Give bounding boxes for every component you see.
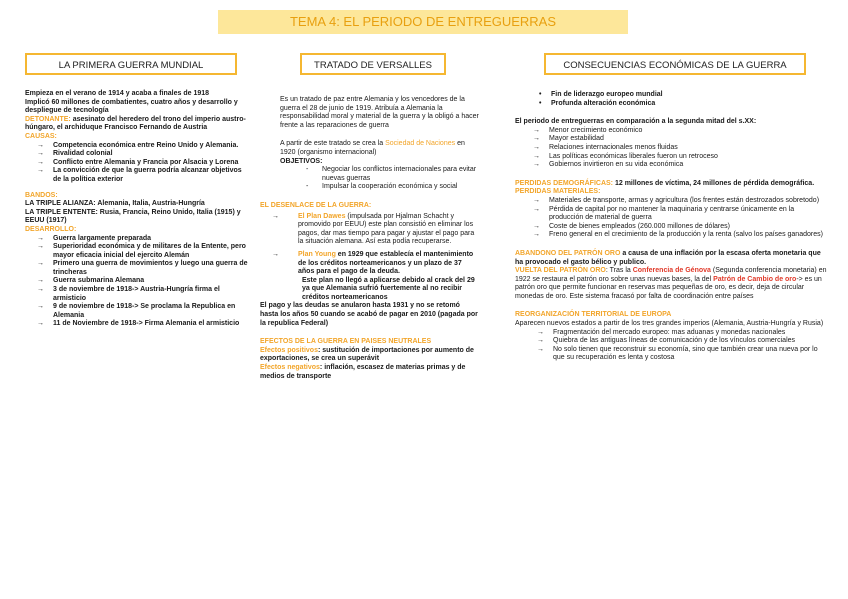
- list-item: → Guerra submarina Alemana: [25, 277, 250, 286]
- periodo-list: [515, 127, 830, 170]
- efectos-negativos: Efectos negativos: inflación, escasez de materias primas y de medios de transporte: [260, 364, 466, 380]
- closing-paragraph: El pago y las deudas se anularon hasta 1931 y no se retomó hasta los años 50 cuando se acabó de pagar en 2010 (pagada por la republica Federal): [260, 302, 478, 327]
- desenlace-list: [260, 213, 480, 303]
- detonante-label: DETONANTE:: [25, 115, 71, 123]
- list-item: → Guerra largamente preparada: [25, 235, 250, 244]
- list-item: - Impulsar la cooperación económica y social: [260, 183, 480, 192]
- reorganizacion-list: [515, 329, 830, 363]
- column-consecuencias: [515, 91, 830, 363]
- list-item: → Primero una guerra de movimientos y luego una guerra de trincheras: [25, 260, 250, 277]
- list-item: → Fragmentación del mercado europeo: mas aduanas y monedas nacionales: [525, 329, 830, 338]
- page-title: TEMA 4: EL PERIODO DE ENTREGUERRAS: [218, 10, 628, 34]
- fin-liderazgo-list: [515, 91, 830, 108]
- bandos-entente: LA TRIPLE ENTENTE: Rusia, Francia, Reino Unido, Italia (1915) y EEUU (1917): [25, 208, 241, 225]
- list-item: → Superioridad económica y de militares de la Entente, pero mayor eficacia inicial del ejercito Alemán: [25, 243, 250, 260]
- plan-dawes-label: El Plan Dawes: [298, 212, 346, 220]
- objetivos-label: OBJETIVOS:: [280, 157, 323, 165]
- conferencia-genova: Conferencia de Génova: [632, 267, 711, 275]
- bandos-label: BANDOS:: [25, 191, 58, 199]
- column-tratado-versalles: [260, 96, 480, 381]
- list-item: → Freno general en el crecimiento de la producción y la renta (salvo los países ganadores): [521, 231, 830, 240]
- causas-label: CAUSAS:: [25, 132, 57, 140]
- reorganizacion-intro: Aparecen nuevos estados a partir de los tres grandes imperios (Alemania, Austria-Hungría y Rusia): [515, 320, 824, 328]
- list-item: → Plan Young en 1929 que establecía el mantenimiento de los créditos norteamericanos y un plazo de 37 años para el pago de la deuda. Este plan no llegó a aplicarse debido al crack del 29 ya que Alemania sufrió fuertemente al no recibir créditos norteamericanos: [260, 251, 480, 303]
- list-item: → Materiales de transporte, armas y agricultura (los frentes están destrozados sobretodo): [521, 197, 830, 206]
- header-tratado-versalles: TRATADO DE VERSALLES: [300, 53, 446, 75]
- perdidas-materiales-list: [515, 197, 830, 240]
- list-item: → Competencia económica entre Reino Unido y Alemania.: [25, 142, 250, 151]
- abandono-patron-oro: ABANDONO DEL PATRÓN ORO a causa de una inflación por la escasa oferta monetaria que ha provocado el gasto bélico y publico.: [515, 249, 821, 266]
- vuelta-patron-oro: VUELTA DEL PATRÓN ORO: Tras la Conferencia de Génova (Segunda conferencia monetaria) en 1922 se restaura el patrón oro sobre unas nuevas bases, la del Patrón de Cambio de oro-> es un patrón oro que permite funcionar en reservas mas pequeñas de oro, es decir, deja de circular monedas de oro. Este sistema fracasó por falta de coordinación entre países: [515, 267, 827, 300]
- header-consecuencias: CONSECUENCIAS ECONÓMICAS DE LA GUERRA: [544, 53, 806, 75]
- list-item: → Quiebra de las antiguas líneas de comunicación y de los vínculos comerciales: [525, 337, 830, 346]
- causas-list: [25, 142, 250, 185]
- efectos-label: EFECTOS DE LA GUERRA EN PAISES NEUTRALES: [260, 338, 432, 346]
- patron-cambio-oro: Patrón de Cambio de oro: [713, 275, 797, 283]
- list-item: • Profunda alteración económica: [515, 100, 830, 109]
- desarrollo-label: DESARROLLO:: [25, 225, 77, 233]
- list-item: → Menor crecimiento económico: [521, 127, 830, 136]
- list-item: → 9 de noviembre de 1918-> Se proclama la Republica en Alemania: [25, 303, 250, 320]
- intro-dates: Empieza en el verano de 1914 y acaba a finales de 1918: [25, 90, 210, 97]
- list-item: → Pérdida de capital por no mantener la maquinaria y centrarse únicamente en la producción de material de guerra: [521, 206, 830, 223]
- header-primera-guerra: LA PRIMERA GUERRA MUNDIAL: [25, 53, 237, 75]
- desarrollo-list: [25, 235, 250, 330]
- list-item: → 3 de noviembre de 1918-> Austria-Hungría firma el armisticio: [25, 286, 250, 303]
- sdn-paragraph: A partir de este tratado se crea la Sociedad de Naciones en 1920 (organismo internacional): [280, 140, 465, 156]
- list-item: → Mayor estabilidad: [521, 135, 830, 144]
- list-item: • Fin de liderazgo europeo mundial: [515, 91, 830, 100]
- detonante-paragraph: DETONANTE: asesinato del heredero del trono del imperio austro-húngaro, el archiduque Francisco Fernando de Austria: [25, 115, 246, 132]
- sdn-link: Sociedad de Naciones: [385, 140, 456, 148]
- list-item: → La convicción de que la guerra podría alcanzar objetivos de la política exterior: [25, 167, 250, 184]
- list-item: → Relaciones internacionales menos fluidas: [521, 144, 830, 153]
- plan-young-label: Plan Young: [298, 250, 336, 258]
- reorganizacion-label: REORGANIZACIÓN TERRITORIAL DE EUROPA: [515, 311, 672, 319]
- list-item: → No solo tienen que reconstruir su economía, sino que también crear una nueva por lo que su recuperación es lenta y costosa: [525, 346, 830, 363]
- list-item: - Negociar los conflictos internacionales para evitar nuevas guerras: [260, 166, 480, 183]
- list-item: → Las políticas económicas liberales fueron un retroceso: [521, 153, 830, 162]
- efectos-positivos: Efectos positivos: sustitución de importaciones por aumento de exportaciones, se crea un superávit: [260, 346, 474, 363]
- intro-scale: Implicó 60 millones de combatientes, cuatro años y desarrollo y despliegue de tecnología: [25, 98, 238, 115]
- column-primera-guerra: [25, 90, 250, 329]
- list-item: → Conflicto entre Alemania y Francia por Alsacia y Lorena: [25, 159, 250, 168]
- objetivos-list: [260, 166, 480, 192]
- periodo-intro: El periodo de entreguerras en comparación a la segunda mitad del s.XX:: [515, 118, 757, 126]
- perdidas-demograficas: PERDIDAS DEMOGRÁFICAS: 12 millones de víctima, 24 millones de pérdida demográfica.: [515, 179, 815, 187]
- list-item: → Coste de bienes empleados (260.000 millones de dólares): [521, 223, 830, 232]
- young-extra: Este plan no llegó a aplicarse debido al crack del 29 ya que Alemania sufrió fuertemente al no recibir créditos norteamericanos: [302, 276, 475, 301]
- tratado-intro: Es un tratado de paz entre Alemania y los vencedores de la guerra el 28 de junio de 1919. Atribuía a Alemania la responsabilidad moral y material de la guerra y la obligó a hacer frente a las reparaciones de guerra: [280, 96, 479, 129]
- bandos-alianza: LA TRIPLE ALIANZA: Alemania, Italia, Austria-Hungría: [25, 200, 205, 208]
- desenlace-label: EL DESENLACE DE LA GUERRA:: [260, 201, 372, 209]
- perdidas-materiales-label: PERDIDAS MATERIALES:: [515, 188, 601, 196]
- list-item: → Gobiernos invirtieron en su vida económica: [521, 161, 830, 170]
- list-item: → El Plan Dawes (impulsada por Hjalman Schacht y promovido por EEUU) este plan consistió en eliminar los pagos, dar mas tiempo para pagar y ajustar el pago para la situación alemana. Así esta podía recuperarse.: [260, 213, 480, 247]
- list-item: → Rivalidad colonial: [25, 150, 250, 159]
- list-item: → 11 de Noviembre de 1918-> Firma Alemania el armisticio: [25, 320, 250, 329]
